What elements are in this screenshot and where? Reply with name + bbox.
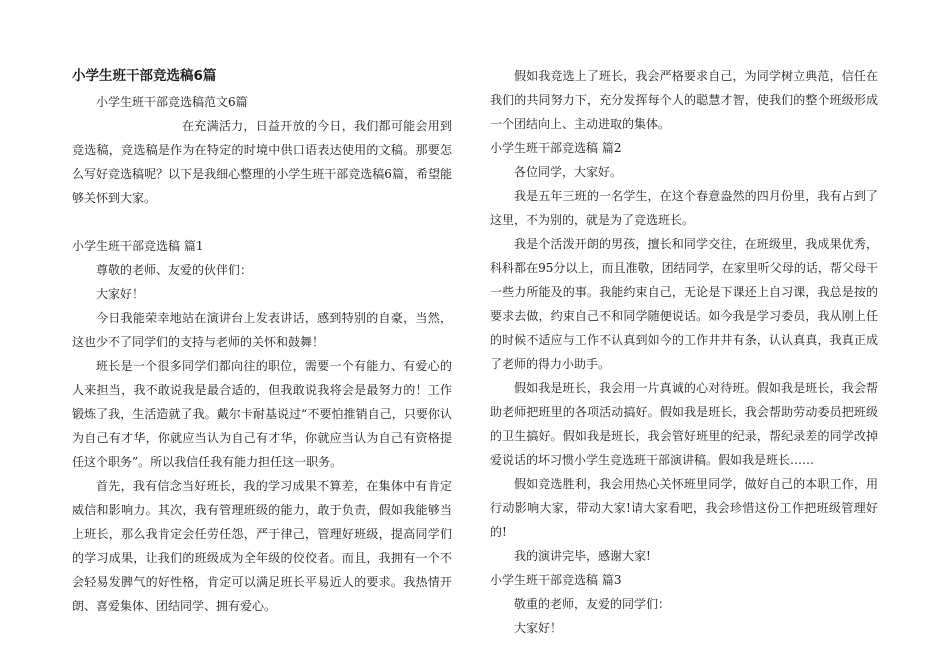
document-subtitle: 小学生班干部竞选稿范文6篇	[96, 95, 248, 109]
speech1-greeting: 尊敬的老师、友爱的伙伴们：	[96, 263, 253, 277]
speech1-paragraph-3: 首先，我有信念当好班长，我的学习成果不算差，在集体中有肯定威信和影响力。其次，我有管理班级的能力，敢于负责，假如我能够当上班长，那么我肯定会任劳任怨，严于律己，管理好班级，提高同学们的学习成果，让我们的班级成为全年级的佼佼者。而且，我拥有一个不会轻易发脾气的好性格，肯定可以满足班长平易近人的要求。我热情开朗、喜爱集体、团结同学、拥有爱心。	[72, 479, 452, 613]
speech2-paragraph-5: 我的演讲完毕，感谢大家!	[514, 549, 651, 563]
speech1-heading: 小学生班干部竞选稿 篇1	[72, 239, 204, 253]
speech1-paragraph-1: 今日我能荣幸地站在演讲台上发表讲话，感到特别的自豪，当然，这也少不了同学们的支持与老师的关怀和鼓舞！	[72, 311, 452, 349]
speech2-paragraph-3: 假如我是班长，我会用一片真诚的心对待班。假如我是班长，我会帮助老师把班里的各项活动搞好。假如我是班长，我会帮助劳动委员把班级的卫生搞好。假如我是班长，我会管好班里的纪录，帮纪录差的同学改掉爱说话的坏习惯小学生竞选班干部演讲稿。假如我是班长……	[490, 381, 878, 467]
speech3-hello: 大家好！	[514, 621, 563, 635]
left-body	[72, 90, 452, 618]
speech2-greeting: 各位同学，大家好。	[514, 165, 623, 179]
speech2-paragraph-2: 我是个活泼开朗的男孩，擅长和同学交往，在班级里，我成果优秀，科科都在95分以上，而且准敬，团结同学，在家里听父母的话，帮父母干一些力所能及的事。我能约束自己，无论是下课还上自习课，我总是按的要求去做，约束自己不和同学随便说话。如今我是学习委员，我从刚上任的时候不适应与工作不认真到如今的工作井井有条，认认真真，我真正成了老师的得力小助手。	[490, 237, 878, 371]
document-title: 小学生班干部竞选稿6篇	[72, 68, 217, 84]
speech2-paragraph-1: 我是五年三班的一名学生，在这个春意盎然的四月份里，我有占到了这里，不为别的，就是为了竞选班长。	[490, 189, 878, 227]
speech2-paragraph-4: 假如竞选胜利，我会用热心关怀班里同学，做好自己的本职工作，用行动影响大家，带动大家!请大家看吧，我会珍惜这份工作把班级管理好的!	[490, 477, 878, 539]
speech2-heading: 小学生班干部竞选稿 篇2	[490, 141, 622, 155]
spacer	[72, 210, 452, 234]
speech3-heading: 小学生班干部竞选稿 篇3	[490, 573, 622, 587]
speech1-hello: 大家好！	[96, 287, 145, 301]
speech1-paragraph-2: 班长是一个很多同学们都向往的职位，需要一个有能力、有爱心的人来担当，我不敢说我是最合适的，但我敢说我将会是最努力的！工作锻炼了我，生活造就了我。戴尔卡耐基说过“不要怕推销自己，只要你认为自己有才华，你就应当认为自己有才华，你就应当认为自己有资格提任这个职务”。所以我信任我有能力担任这一职务。	[72, 359, 452, 469]
intro-paragraph: 在充满活力，日益开放的今日，我们都可能会用到竞选稿，竞选稿是作为在特定的时境中供口语表达使用的文稿。那要怎么写好竞选稿呢？以下是我细心整理的小学生班干部竞选稿6篇，希望能够关怀到大家。	[72, 119, 452, 205]
speech1-paragraph-4: 假如我竞选上了班长，我会严格要求自己，为同学树立典范，信任在我们的共同努力下，充分发挥每个人的聪慧才智，使我们的整个班级形成一个团结向上、主动进取的集体。	[490, 69, 878, 131]
speech3-greeting: 敬重的老师，友爱的同学们：	[514, 597, 671, 611]
right-body	[490, 64, 878, 640]
